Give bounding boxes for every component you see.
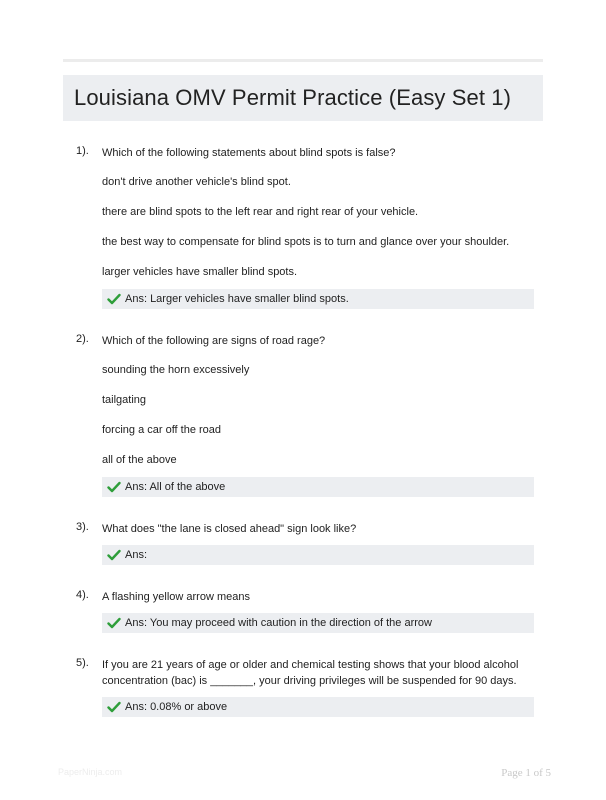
top-divider: [63, 59, 543, 62]
question-number: 1).: [76, 145, 89, 157]
question-number: 5).: [76, 657, 89, 669]
answer-text: Ans: You may proceed with caution in the direction of the arrow: [125, 617, 432, 629]
answer-box: [102, 289, 534, 309]
answer-box: [102, 545, 534, 565]
page-number: Page 1 of 5: [501, 767, 551, 779]
option: forcing a car off the road: [102, 424, 222, 436]
question-number: 3).: [76, 521, 89, 533]
answer-text: Ans: Larger vehicles have smaller blind spots.: [125, 293, 349, 305]
answer-box: [102, 697, 534, 717]
option: all of the above: [102, 454, 177, 466]
option: tailgating: [102, 394, 147, 406]
question-text-line-1: If you are 21 years of age or older and chemical testing shows that your blood alcohol: [102, 659, 519, 671]
question-text: Which of the following are signs of road rage?: [102, 335, 326, 347]
option: sounding the horn excessively: [102, 364, 250, 376]
title-banner: [63, 75, 543, 121]
check-icon: [107, 481, 121, 493]
answer-text: Ans:: [125, 549, 148, 561]
answer-text: Ans: All of the above: [125, 481, 226, 493]
question-text: What does "the lane is closed ahead" sign look like?: [102, 523, 357, 535]
answer-box: [102, 477, 534, 497]
question-text: Which of the following statements about blind spots is false?: [102, 147, 396, 159]
option: there are blind spots to the left rear and right rear of your vehicle.: [102, 206, 419, 218]
question-number: 4).: [76, 589, 89, 601]
option: don't drive another vehicle's blind spot.: [102, 176, 291, 188]
option: larger vehicles have smaller blind spots.: [102, 266, 298, 278]
check-icon: [107, 701, 121, 713]
question-number: 2).: [76, 333, 89, 345]
check-icon: [107, 617, 121, 629]
check-icon: [107, 293, 121, 305]
answer-text: Ans: 0.08% or above: [125, 701, 228, 713]
page-title: Louisiana OMV Permit Practice (Easy Set 1): [74, 85, 512, 110]
footer-watermark: PaperNinja.com: [58, 767, 123, 777]
check-icon: [107, 549, 121, 561]
answer-box: [102, 613, 534, 633]
question-text-line-2: concentration (bac) is _______, your driving privileges will be suspended for 90 days.: [102, 675, 517, 687]
option: the best way to compensate for blind spots is to turn and glance over your shoulder.: [102, 236, 510, 248]
question-text: A flashing yellow arrow means: [102, 591, 250, 603]
